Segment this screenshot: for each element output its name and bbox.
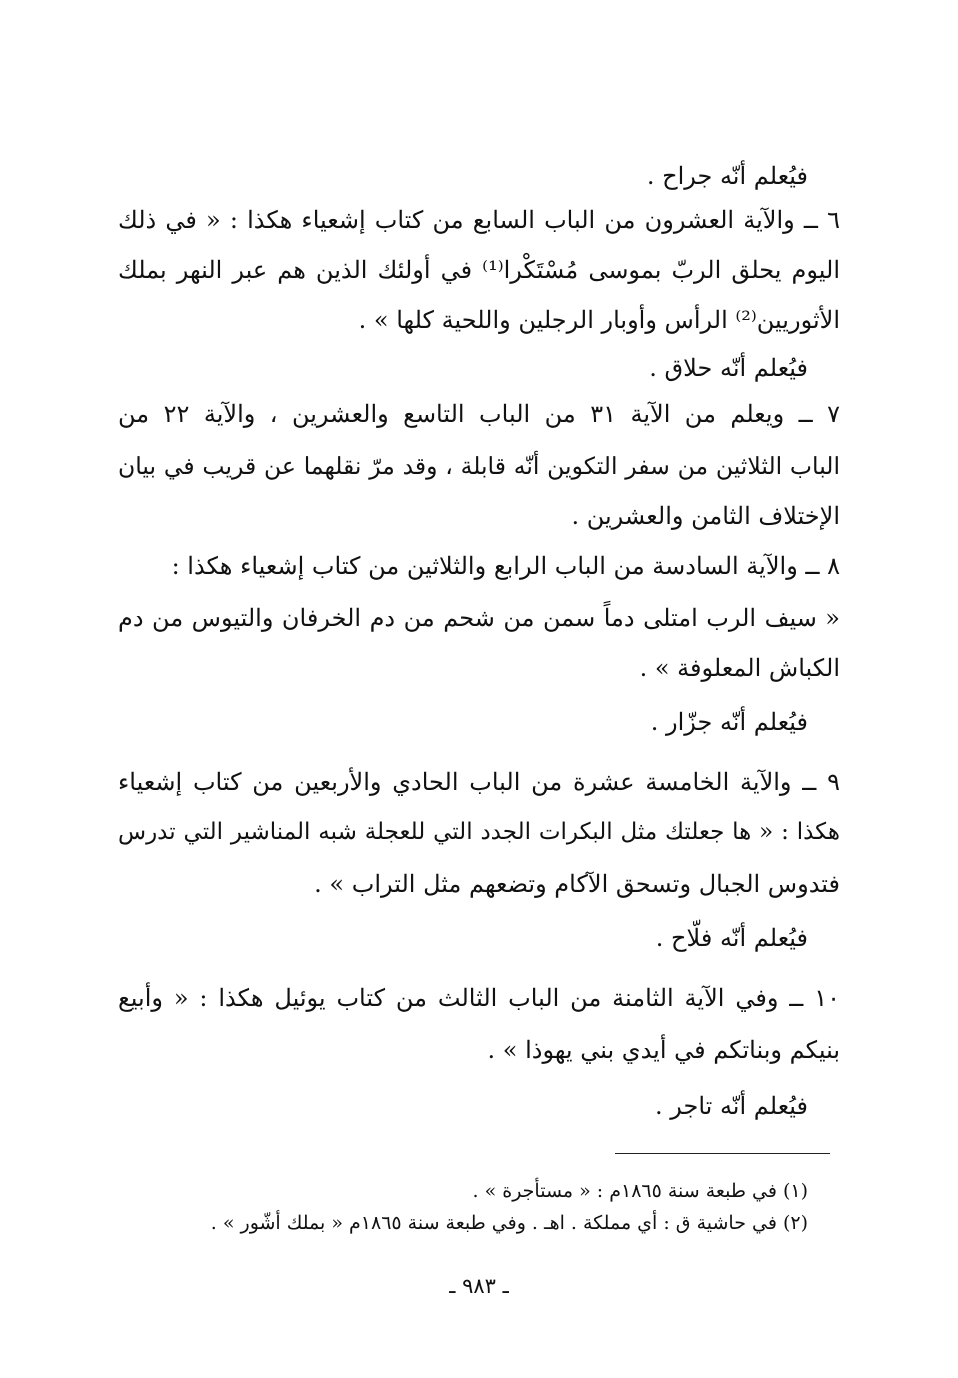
text-line: ١٠ ــ وفي الآية الثامنة من الباب الثالث من كتاب يوئيل هكذا : « وأبيع xyxy=(118,984,840,1012)
text-line: الأثوريين⁽²⁾ الرأس وأوبار الرجلين واللحية كلها » . xyxy=(358,306,840,334)
text-line: ٨ ــ والآية السادسة من الباب الرابع والثلاثين من كتاب إشعياء هكذا : xyxy=(171,552,840,580)
text-line: ٦ ــ والآية العشرون من الباب السابع من كتاب إشعياء هكذا : « في ذلك xyxy=(118,206,840,234)
text-line: اليوم يحلق الربّ بموسى مُسْتَكْرا⁽¹⁾ في أولئك الذين هم عبر النهر بملك xyxy=(118,256,840,284)
text-line: ٩ ــ والآية الخامسة عشرة من الباب الحادي والأربعين من كتاب إشعياء xyxy=(118,768,840,796)
text-line: فيُعلم أنّه جراح . xyxy=(646,162,808,190)
text-line: الكباش المعلوفة » . xyxy=(639,654,840,682)
footnote: (١) في طبعة سنة ١٨٦٥م : « مستأجرة » . xyxy=(472,1180,808,1202)
text-line: فيُعلم أنّه تاجر . xyxy=(654,1092,808,1120)
text-line: فتدوس الجبال وتسحق الآكام وتضعهم مثل التراب » . xyxy=(314,870,840,898)
text-line: فيُعلم أنّه جزّار . xyxy=(650,708,808,736)
text-line: فيُعلم أنّه حلاق . xyxy=(649,354,808,382)
text-line: الإختلاف الثامن والعشرين . xyxy=(571,502,840,530)
text-line: فيُعلم أنّه فلّاح . xyxy=(655,924,808,952)
page-number: ـ ٩٨٣ ـ xyxy=(449,1274,509,1298)
text-line: الباب الثلاثين من سفر التكوين أنّه قابلة ، وقد مرّ نقلهما عن قريب في بيان xyxy=(118,452,840,480)
footnote-separator xyxy=(615,1153,830,1154)
text-line: بنيكم وبناتكم في أيدي بني يهوذا » . xyxy=(487,1036,840,1064)
text-line: ٧ ــ ويعلم من الآية ٣١ من الباب التاسع والعشرين ، والآية ٢٢ من xyxy=(118,400,841,428)
text-line: هكذا : « ها جعلتك مثل البكرات الجدد التي للعجلة شبه المناشير التي تدرس xyxy=(118,819,840,845)
text-line: « سيف الرب امتلى دماً سمن من شحم من دم الخرفان والتيوس من دم xyxy=(118,604,840,632)
footnote: (٢) في حاشية ق : أي مملكة . اهـ . وفي طبعة سنة ١٨٦٥م « بملك أشّور » . xyxy=(210,1212,808,1234)
